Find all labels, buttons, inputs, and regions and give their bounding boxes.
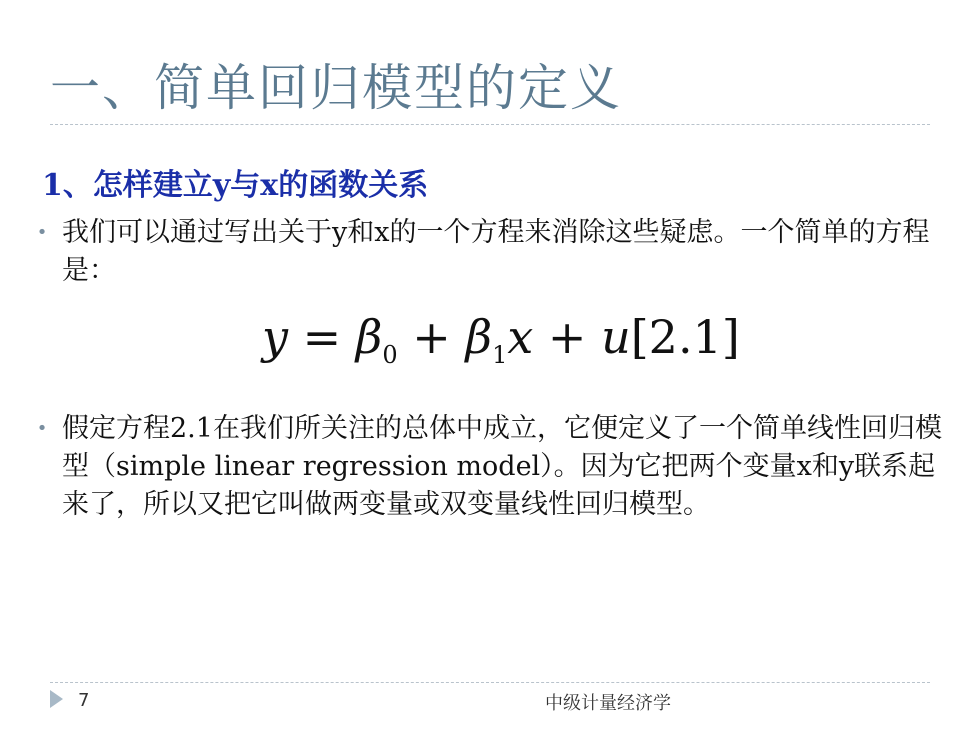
equation-plus-1: +	[412, 310, 451, 364]
bullet-text-1: 我们可以通过写出关于y和x的一个方程来消除这些疑虑。一个简单的方程是：	[62, 217, 930, 286]
subheading-text: 怎样建立y与x的函数关系	[92, 168, 429, 203]
equation-equals: =	[302, 310, 342, 364]
equation-plus-2: +	[547, 310, 587, 364]
subheading-number: 1、	[42, 168, 93, 203]
equation-sub1: 1	[492, 341, 508, 370]
slide-title: 一、简单回归模型的定义	[50, 59, 622, 117]
equation-beta1: β	[465, 310, 493, 364]
equation-y: y	[262, 310, 288, 364]
bullet-dot-icon: •	[36, 222, 48, 243]
equation	[262, 310, 740, 369]
footer-divider	[50, 682, 930, 683]
bullet-dot-icon: •	[36, 418, 48, 439]
equation-label: [2.1]	[630, 310, 740, 364]
footer-course-name: 中级计量经济学	[545, 693, 671, 714]
page-number: 7	[78, 690, 90, 711]
equation-sub0: 0	[382, 341, 398, 370]
bullet-text-2: 假定方程2.1在我们所关注的总体中成立，它便定义了一个简单线性回归模型（simple linear regression model）。因为它把两个变量x和y联系起来了，所以又把它叫做两变量或双变量线性回归模型。	[62, 413, 942, 520]
bullet-item-2	[30, 410, 950, 524]
equation-u: u	[601, 310, 631, 364]
title-divider	[50, 124, 930, 125]
equation-x: x	[507, 310, 534, 364]
triangle-right-icon	[50, 690, 63, 708]
subheading	[42, 160, 428, 204]
bullet-item-1	[30, 214, 950, 290]
equation-beta0: β	[355, 310, 383, 364]
